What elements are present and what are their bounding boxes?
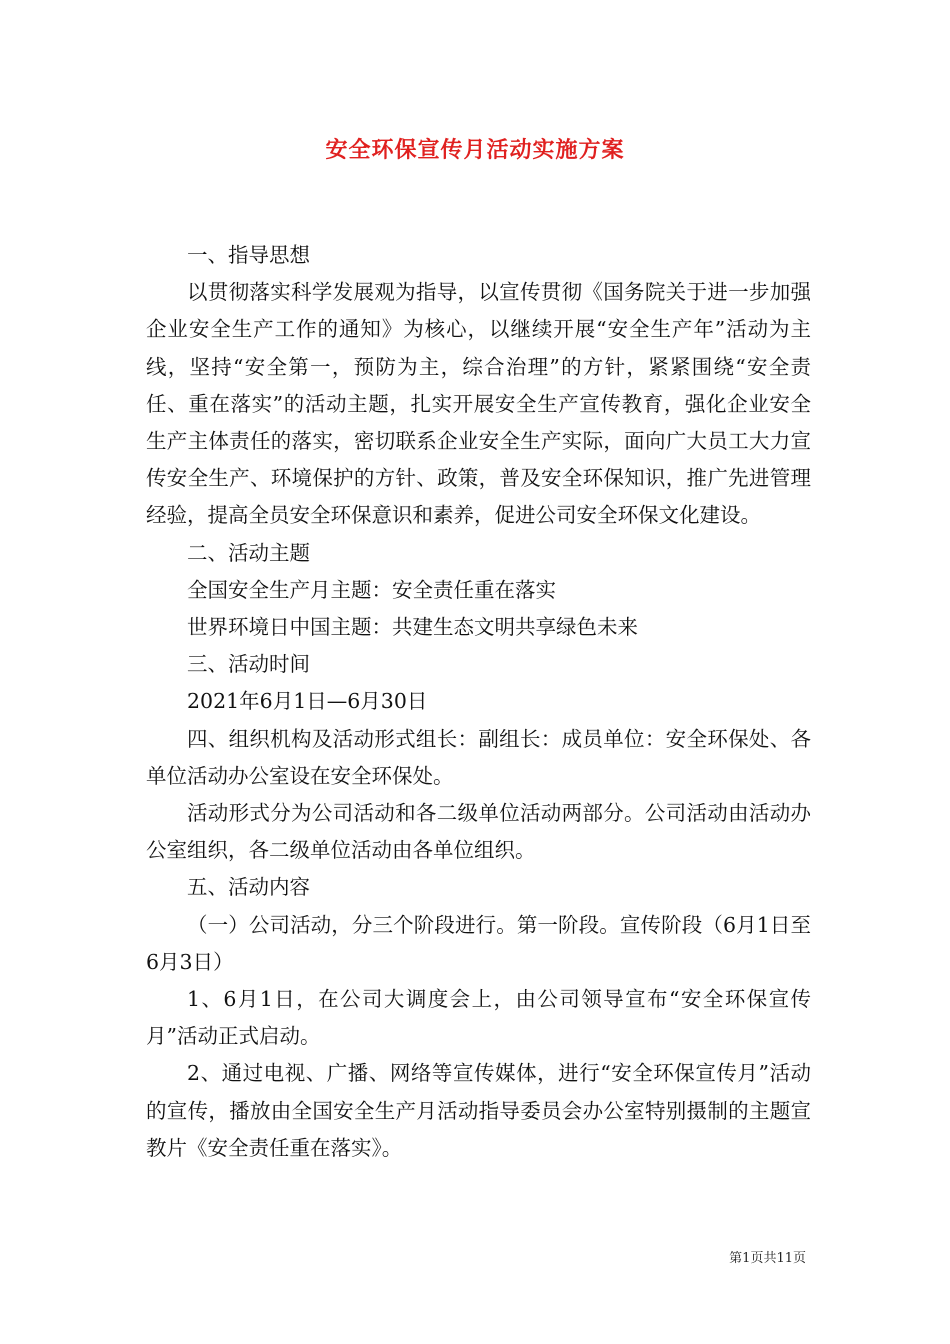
paragraph-item-2: 2、通过电视、广播、网络等宣传媒体，进行“安全环保宣传月”活动的宣传，播放由全国安全生产月活动指导委员会办公室特别摄制的主题宣教片《安全责任重在落实》。 — [146, 1061, 811, 1160]
document-body — [146, 237, 811, 1167]
section-heading-activity-time: 三、活动时间 — [187, 652, 310, 677]
section-heading-activity-theme: 二、活动主题 — [187, 540, 310, 565]
paragraph-national-theme: 全国安全生产月主题：安全责任重在落实 — [187, 577, 556, 602]
paragraph-activity-dates: 2021年6月1日—6月30日 — [187, 689, 428, 714]
section-heading-guiding-ideology: 一、指导思想 — [187, 243, 310, 267]
paragraph-environment-theme: 世界环境日中国主题：共建生态文明共享绿色未来 — [187, 615, 638, 640]
section-heading-activity-content: 五、活动内容 — [187, 875, 310, 900]
paragraph-guiding-ideology: 以贯彻落实科学发展观为指导，以宣传贯彻《国务院关于进一步加强企业安全生产工作的通知》为核心，以继续开展“安全生产年”活动为主线，坚持“安全第一，预防为主，综合治理”的方针，紧紧围绕“安全责任、重在落实”的活动主题，扎实开展安全生产宣传教育，强化企业安全生产主体责任的落实，密切联系企业安全生产实际，面向广大员工大力宣传安全生产、环境保护的方针、政策，普及安全环保知识，推广先进管理经验，提高全员安全环保意识和素养，促进公司安全环保文化建设。 — [146, 280, 811, 528]
paragraph-item-1: 1、6月1日，在公司大调度会上，由公司领导宣布“安全环保宣传月”活动正式启动。 — [146, 987, 811, 1049]
paragraph-activity-form: 活动形式分为公司活动和各二级单位活动两部分。公司活动由活动办公室组织，各二级单位活动由各单位组织。 — [146, 801, 811, 863]
document-title: 安全环保宣传月活动实施方案 — [325, 137, 625, 163]
page-number: 第1页共11页 — [729, 1251, 806, 1266]
paragraph-company-activity: （一）公司活动，分三个阶段进行。第一阶段。宣传阶段（6月1日至6月3日） — [146, 912, 811, 974]
section-heading-organization: 四、组织机构及活动形式组长：副组长：成员单位：安全环保处、各单位活动办公室设在安全环保处。 — [146, 726, 811, 788]
